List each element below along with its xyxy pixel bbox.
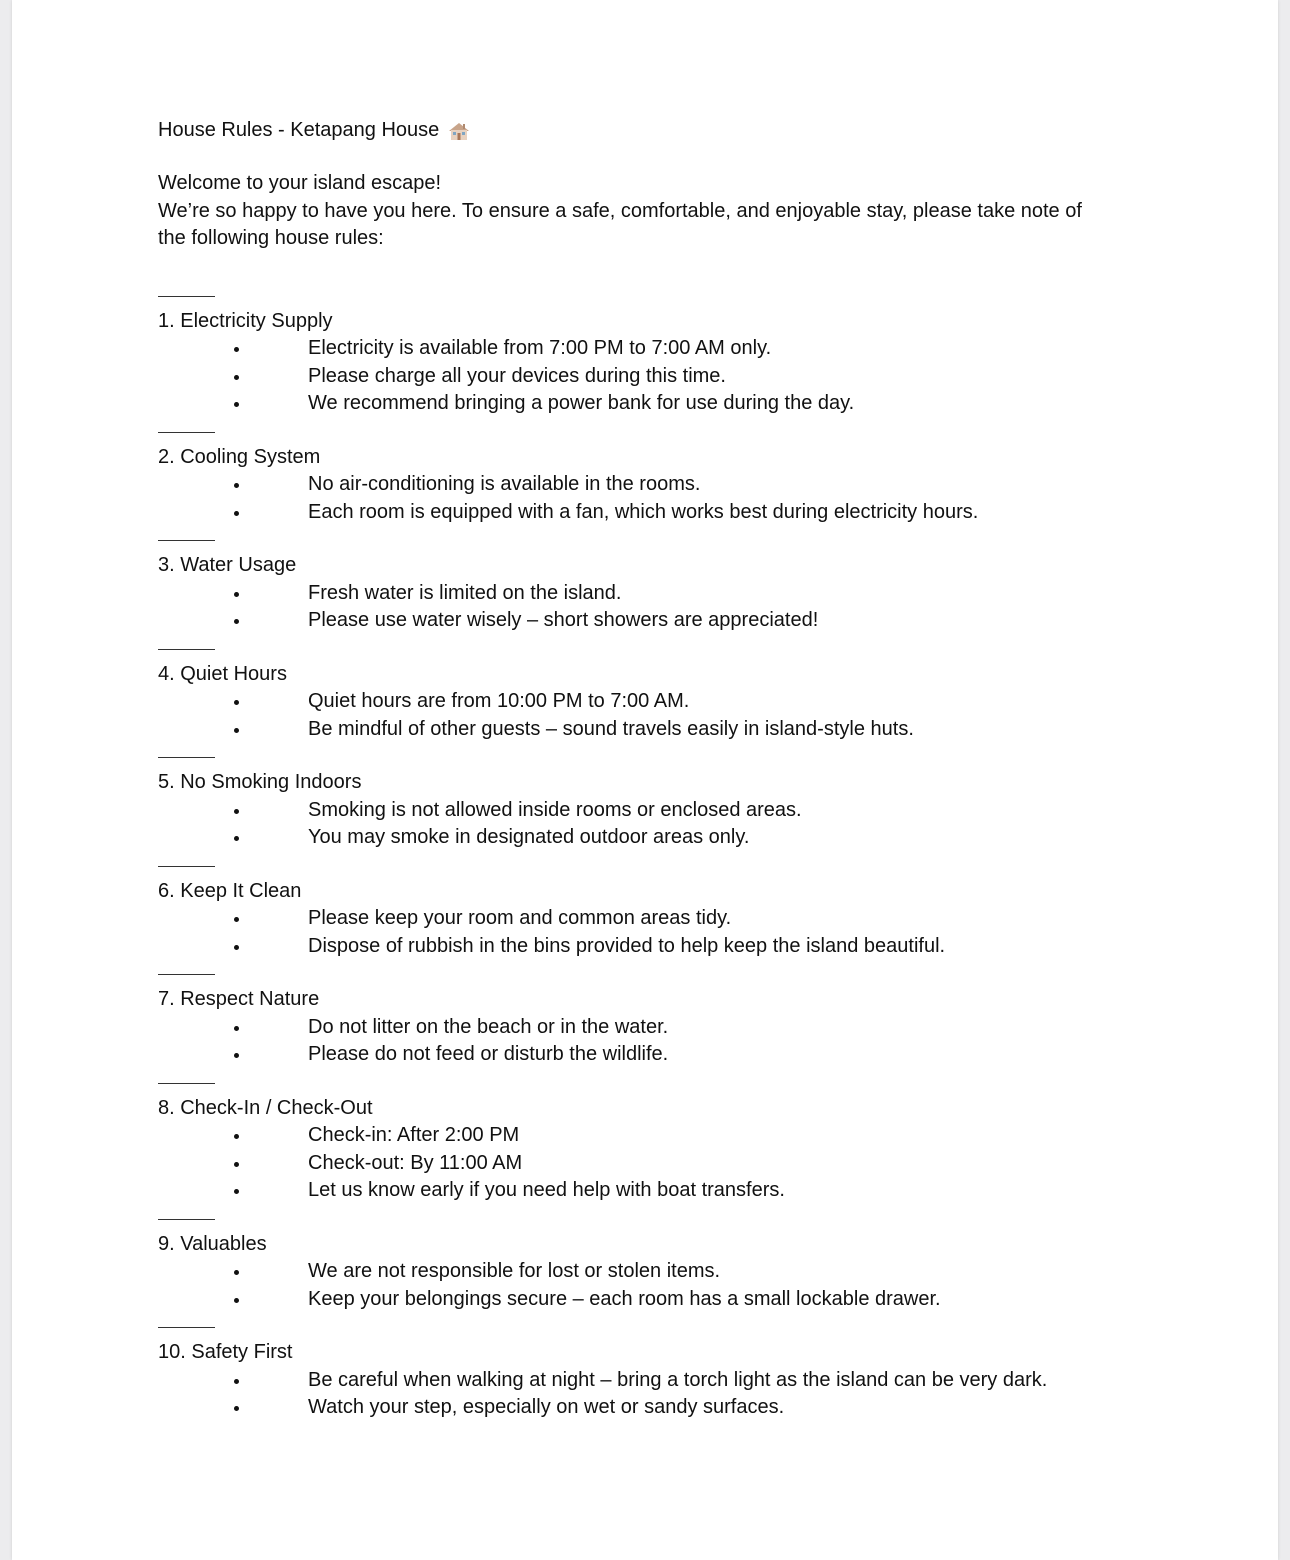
rule-section — [158, 552, 1158, 635]
bullet-dot-icon — [234, 592, 239, 597]
rule-section — [158, 986, 1158, 1069]
section-heading: 6. Keep It Clean — [158, 879, 302, 902]
rule-section — [158, 769, 1158, 852]
bullet-item — [158, 1122, 1158, 1150]
bullet-item — [158, 363, 1158, 391]
bullet-text: Quiet hours are from 10:00 PM to 7:00 AM. — [308, 690, 690, 712]
bullet-dot-icon — [234, 917, 239, 922]
bullet-dot-icon — [234, 483, 239, 488]
bullet-text: No air-conditioning is available in the rooms. — [308, 473, 701, 495]
house-emoji-icon — [447, 121, 471, 141]
bullet-dot-icon — [234, 511, 239, 516]
bullet-item — [158, 688, 1158, 716]
bullet-dot-icon — [234, 1298, 239, 1303]
section-heading: 10. Safety First — [158, 1341, 293, 1363]
rule-section — [158, 444, 1158, 527]
bullet-dot-icon — [234, 1162, 239, 1167]
bullet-item — [158, 1394, 1158, 1422]
section-heading: 4. Quiet Hours — [158, 662, 287, 685]
bullet-text: Do not litter on the beach or in the water. — [308, 1015, 669, 1038]
section-heading: 7. Respect Nature — [158, 988, 320, 1010]
section-heading: 5. No Smoking Indoors — [158, 771, 362, 793]
bullet-dot-icon — [234, 375, 239, 380]
bullet-dot-icon — [234, 1134, 239, 1139]
section-divider — [158, 1219, 215, 1220]
bullet-item — [158, 1014, 1158, 1042]
bullet-dot-icon — [234, 619, 239, 624]
bullet-dot-icon — [234, 402, 239, 407]
bullet-text: Be mindful of other guests – sound travels easily in island-style huts. — [308, 717, 914, 740]
bullet-text: Please keep your room and common areas tidy. — [308, 907, 732, 929]
bullet-item — [158, 390, 1158, 418]
section-divider — [158, 1083, 215, 1084]
document-title-line — [158, 116, 1158, 146]
section-divider — [158, 974, 215, 975]
section-divider — [158, 757, 215, 758]
bullet-dot-icon — [234, 347, 239, 352]
section-heading: 3. Water Usage — [158, 554, 297, 576]
bullet-text: Please do not feed or disturb the wildlife. — [308, 1043, 669, 1065]
intro-paragraph — [158, 170, 1158, 253]
bullet-dot-icon — [234, 1379, 239, 1384]
document-page — [12, 0, 1278, 1560]
bullet-text: Check-out: By 11:00 AM — [308, 1151, 523, 1174]
bullet-text: Smoking is not allowed inside rooms or enclosed areas. — [308, 798, 802, 821]
bullet-item — [158, 905, 1158, 933]
bullet-item — [158, 1150, 1158, 1178]
rule-section — [158, 1095, 1158, 1205]
bullet-item — [158, 499, 1158, 527]
intro-line: We’re so happy to have you here. To ensure a safe, comfortable, and enjoyable stay, please take note of — [158, 199, 1082, 222]
bullet-item — [158, 1258, 1158, 1286]
bullet-dot-icon — [234, 700, 239, 705]
section-divider — [158, 296, 215, 297]
bullet-text: Dispose of rubbish in the bins provided to help keep the island beautiful. — [308, 934, 946, 957]
bullet-list — [158, 471, 1158, 526]
bullet-item — [158, 1041, 1158, 1069]
bullet-text: You may smoke in designated outdoor areas only. — [308, 826, 750, 848]
rule-section — [158, 1231, 1158, 1314]
bullet-list — [158, 580, 1158, 635]
rules-list — [158, 296, 1158, 1422]
section-divider — [158, 866, 215, 867]
bullet-text: Keep your belongings secure – each room has a small lockable drawer. — [308, 1287, 941, 1310]
bullet-dot-icon — [234, 945, 239, 950]
section-divider — [158, 649, 215, 650]
rule-section — [158, 1339, 1158, 1422]
bullet-text: Each room is equipped with a fan, which works best during electricity hours. — [308, 500, 979, 523]
bullet-list — [158, 1014, 1158, 1069]
bullet-list — [158, 797, 1158, 852]
rule-section — [158, 661, 1158, 744]
bullet-item — [158, 1367, 1158, 1395]
bullet-dot-icon — [234, 809, 239, 814]
bullet-text: Electricity is available from 7:00 PM to 7:00 AM only. — [308, 337, 772, 359]
bullet-dot-icon — [234, 1053, 239, 1058]
bullet-dot-icon — [234, 728, 239, 733]
bullet-text: Check-in: After 2:00 PM — [308, 1124, 520, 1146]
bullet-text: Be careful when walking at night – bring a torch light as the island can be very dark. — [308, 1368, 1048, 1391]
bullet-text: Please use water wisely – short showers are appreciated! — [308, 609, 819, 631]
bullet-text: Fresh water is limited on the island. — [308, 581, 622, 604]
bullet-dot-icon — [234, 1026, 239, 1031]
rule-section — [158, 878, 1158, 961]
bullet-text: We recommend bringing a power bank for use during the day. — [308, 392, 855, 414]
bullet-list — [158, 688, 1158, 743]
bullet-item — [158, 1286, 1158, 1314]
bullet-text: Please charge all your devices during this time. — [308, 364, 726, 387]
section-heading: 8. Check-In / Check-Out — [158, 1096, 373, 1119]
intro-line: Welcome to your island escape! — [158, 172, 442, 194]
bullet-text: We are not responsible for lost or stolen items. — [308, 1260, 721, 1282]
section-heading: 2. Cooling System — [158, 445, 321, 468]
bullet-dot-icon — [234, 1406, 239, 1411]
bullet-text: Watch your step, especially on wet or sandy surfaces. — [308, 1396, 785, 1418]
bullet-list — [158, 335, 1158, 418]
bullet-item — [158, 607, 1158, 635]
bullet-list — [158, 905, 1158, 960]
bullet-text: Let us know early if you need help with boat transfers. — [308, 1179, 785, 1201]
section-heading: 1. Electricity Supply — [158, 309, 333, 332]
bullet-item — [158, 933, 1158, 961]
document-body — [158, 116, 1158, 1422]
bullet-item — [158, 471, 1158, 499]
bullet-item — [158, 797, 1158, 825]
bullet-item — [158, 716, 1158, 744]
section-divider — [158, 432, 215, 433]
bullet-dot-icon — [234, 836, 239, 841]
section-heading: 9. Valuables — [158, 1232, 267, 1255]
intro-line: the following house rules: — [158, 227, 384, 249]
section-divider — [158, 540, 215, 541]
document-title: House Rules - Ketapang House — [158, 119, 440, 142]
bullet-list — [158, 1122, 1158, 1205]
bullet-dot-icon — [234, 1270, 239, 1275]
bullet-item — [158, 335, 1158, 363]
rule-section — [158, 308, 1158, 418]
bullet-list — [158, 1367, 1158, 1422]
bullet-item — [158, 1177, 1158, 1205]
bullet-list — [158, 1258, 1158, 1313]
section-divider — [158, 1327, 215, 1328]
bullet-dot-icon — [234, 1189, 239, 1194]
bullet-item — [158, 580, 1158, 608]
bullet-item — [158, 824, 1158, 852]
